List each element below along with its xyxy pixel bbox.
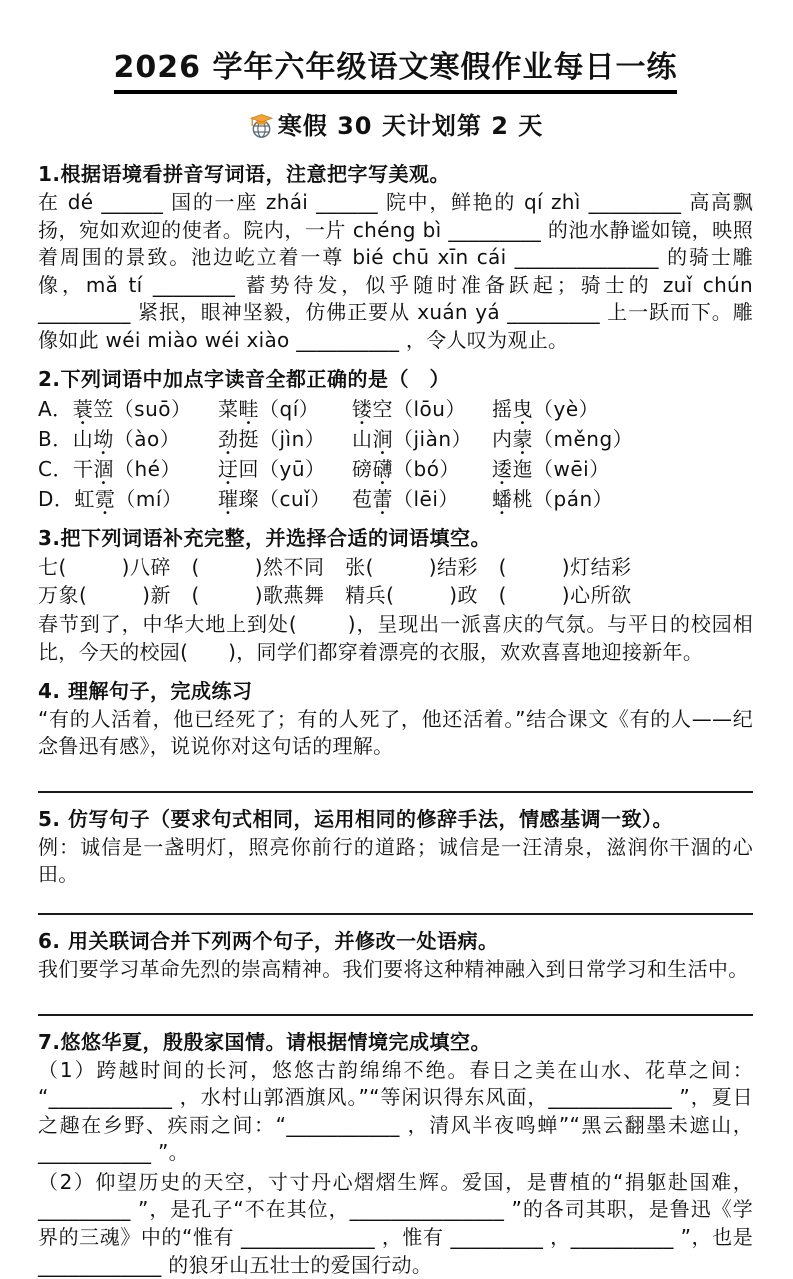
question-6-body: 我们要学习革命先烈的崇高精神。我们要将这种精神融入到日常学习和生活中。: [38, 956, 753, 984]
dotted-char: 逶: [492, 454, 513, 484]
question-4-heading: 4. 理解句子，完成练习: [38, 675, 753, 704]
q2-option-row: [38, 454, 753, 484]
q2-word: D．虹霓（mí）: [38, 484, 218, 514]
q2-word: 山涧（jiàn）: [352, 424, 492, 454]
q2-word: 内蒙（měng）: [492, 424, 753, 454]
dotted-char: 镂: [352, 394, 373, 424]
dotted-char: 迂: [218, 454, 239, 484]
q3-idiom-line: 万象( )新 ( )歌燕舞 精兵( )政 ( )心所欲: [38, 581, 753, 609]
dotted-char: 蓑: [73, 394, 94, 424]
dotted-char: 劲: [218, 424, 239, 454]
dotted-char: 曳: [513, 394, 534, 424]
question-1-heading: 1.根据语境看拼音写词语，注意把字写美观。: [38, 158, 753, 187]
dotted-char: 霓: [95, 484, 116, 514]
dotted-char: 涸: [93, 454, 114, 484]
dotted-char: 璀: [218, 484, 239, 514]
question-6-heading: 6. 用关联词合并下列两个句子，并修改一处语病。: [38, 925, 753, 954]
question-1-body: 在 dé ______ 国的一座 zhái ______ 院中，鲜艳的 qí zhì _________ 高高飘扬，宛如欢迎的使者。院内，一片 chéng bì _________ 的池水静谧如镜，映照着周围的景致。池边屹立着一尊 bié chū xīn cái ______________ 的骑士雕像，mǎ tí ________ 蓄势待发，似乎随时准备跃起；骑士的 zuǐ chún _________ 紧抿，眼神坚毅，仿佛正要从 xuán yá _________ 上一跃而下。雕像如此 wéi miào wéi xiào __________ ，令人叹为观止。: [38, 189, 753, 355]
page-subtitle-text: 寒假 30 天计划第 2 天: [278, 112, 544, 140]
answer-line: [38, 913, 753, 915]
q2-options: [38, 394, 753, 514]
question-1: [38, 158, 753, 355]
question-7-heading: 7.悠悠华夏，殷殷家国情。请根据情境完成填空。: [38, 1026, 753, 1055]
q2-option-row: [38, 424, 753, 454]
dotted-char: 畦: [239, 394, 260, 424]
q3-fill-paragraph: 春节到了，中华大地上到处( )，呈现出一派喜庆的气氛。与平日的校园相比，今天的校园( )，同学们都穿着漂亮的衣服，欢欢喜喜地迎接新年。: [38, 611, 753, 666]
question-2-heading: 2.下列词语中加点字读音全都正确的是（ ）: [38, 363, 753, 392]
page-title: [38, 42, 753, 94]
q2-word: 苞蕾（lēi）: [352, 484, 492, 514]
question-6: [38, 925, 753, 1016]
q2-word: 摇曳（yè）: [492, 394, 753, 424]
q2-word: 菜畦（qí）: [218, 394, 352, 424]
q2-word: B．山坳（ào）: [38, 424, 218, 454]
question-4-body: “有的人活着，他已经死了；有的人死了，他还活着。”结合课文《有的人——纪念鲁迅有感》，说说你对这句话的理解。: [38, 706, 753, 761]
q2-word: 璀璨（cuǐ）: [218, 484, 352, 514]
question-3: [38, 522, 753, 667]
q2-word: 劲挺（jìn）: [218, 424, 352, 454]
question-7-part2: （2）仰望历史的天空，寸寸丹心熠熠生辉。爱国，是曹植的“捐躯赴国难，_________ ”，是孔子“不在其位，_______________ ”的各司其职，是鲁迅《学界的三魂》中的“惟有 _____________ ，惟有 _________ ，__________ ”，也是 ____________ 的狼牙山五壮士的爱国行动。: [38, 1169, 753, 1279]
dotted-char: 蟠: [492, 484, 513, 514]
question-2: [38, 363, 753, 514]
answer-line: [38, 1014, 753, 1016]
q2-word: C．干涸（hé）: [38, 454, 218, 484]
question-7-part1: （1）跨越时间的长河，悠悠古韵绵绵不绝。春日之美在山水、花草之间：“____________ ，水村山郭酒旗风。”“等闲识得东风面，____________ ”，夏日之趣在乡野、疾雨之间：“___________ ，清风半夜鸣蝉”“黑云翻墨未遮山，___________ ”。: [38, 1057, 753, 1167]
dotted-char: 涧: [373, 424, 394, 454]
graduation-cap-globe-icon: [248, 113, 275, 146]
dotted-char: 坳: [93, 424, 114, 454]
q2-word: 蟠桃（pán）: [492, 484, 753, 514]
q2-word: 镂空（lōu）: [352, 394, 492, 424]
question-7: [38, 1026, 753, 1279]
question-5: [38, 803, 753, 915]
q3-idiom-line: 七( )八碎 ( )然不同 张( )结彩 ( )灯结彩: [38, 553, 753, 581]
page-title-text: 2026 学年六年级语文寒假作业每日一练: [114, 42, 678, 94]
dotted-char: 蒙: [513, 424, 534, 454]
q2-word: A．蓑笠（suō）: [38, 394, 218, 424]
question-3-heading: 3.把下列词语补充完整，并选择合适的词语填空。: [38, 522, 753, 551]
question-4: [38, 675, 753, 793]
q2-word: 磅礴（bó）: [352, 454, 492, 484]
question-5-example: 例：诚信是一盏明灯，照亮你前行的道路；诚信是一汪清泉，滋润你干涸的心田。: [38, 834, 753, 889]
answer-line: [38, 791, 753, 793]
page-subtitle: [38, 106, 753, 146]
dotted-char: 蕾: [373, 484, 394, 514]
q2-option-row: [38, 394, 753, 424]
question-5-heading: 5. 仿写句子（要求句式相同，运用相同的修辞手法，情感基调一致）。: [38, 803, 753, 832]
q2-word: 迂回（yū）: [218, 454, 352, 484]
q2-word: 逶迤（wēi）: [492, 454, 753, 484]
dotted-char: 礴: [373, 454, 394, 484]
q2-option-row: [38, 484, 753, 514]
